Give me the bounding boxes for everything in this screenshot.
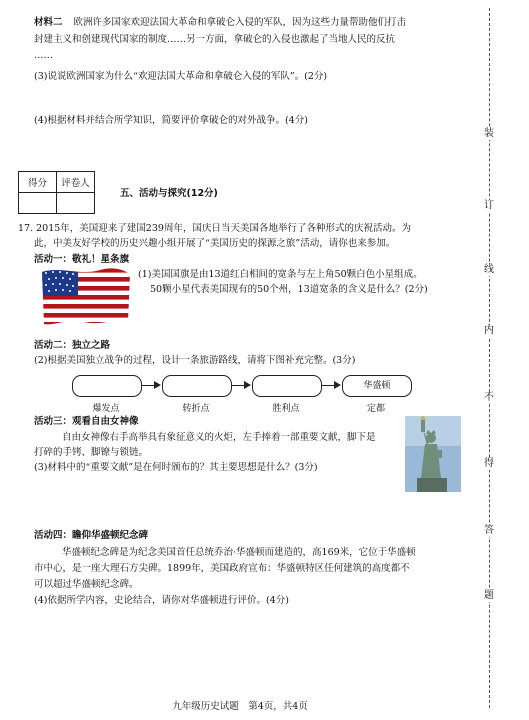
question-3-material: (3)说说欧洲国家为什么“欢迎法国大革命和拿破仑入侵的军队”。(2分): [34, 71, 328, 82]
route-label-3: 胜利点: [272, 404, 300, 414]
q17-line2: 此，中美友好学校的历史兴趣小组开展了“美国历史的探源之旅”活动，请你也来参加。: [34, 238, 396, 249]
score-label: 得分: [19, 172, 57, 193]
us-flag-image: [40, 266, 132, 328]
activity1-question-line2: 50颗小星代表美国现有的50个州，13道宽条的含义是什么？(2分): [150, 284, 428, 295]
material2-label: 材料二: [34, 17, 63, 28]
route-box-2[interactable]: [162, 375, 232, 397]
binding-char-1: 装: [480, 128, 498, 140]
activity1-title: 活动一：敬礼！星条旗: [34, 254, 130, 265]
binding-char-7: 答: [480, 525, 498, 537]
activity4-paragraph-1: 华盛顿纪念碑是为纪念美国首任总统乔治·华盛顿而建造的，高169米，它位于华盛顿: [62, 547, 416, 558]
activity4-paragraph-3: 可以超过华盛顿纪念碑。: [34, 579, 139, 590]
activity2-question: (2)根据美国独立战争的过程，设计一条旅游路线，请将下图补充完整。(3分): [34, 355, 356, 366]
question-4-material: (4)根据材料并结合所学知识，简要评价拿破仑的对外战争。(4分): [34, 115, 308, 126]
binding-char-4: 内: [480, 325, 498, 337]
route-arrow-3-icon: [334, 381, 341, 389]
binding-char-8: 题: [480, 590, 498, 602]
binding-char-3: 线: [480, 264, 498, 276]
material2-text-1: 欧洲许多国家欢迎法国大革命和拿破仑入侵的军队，因为这些力量帮助他们打击: [73, 17, 407, 28]
binding-char-6: 得: [480, 458, 498, 470]
activity4-title: 活动四：瞻仰华盛顿纪念碑: [34, 530, 149, 541]
binding-char-5: 不: [480, 392, 498, 404]
score-table: [18, 171, 95, 214]
activity3-title: 活动三：观看自由女神像: [34, 416, 139, 427]
grader-label: 评卷人: [57, 172, 95, 193]
route-arrow-1-line: [142, 385, 154, 386]
binding-line: [489, 8, 490, 708]
route-label-4: 定都: [366, 404, 385, 414]
activity3-paragraph-1: 自由女神像右手高举具有象征意义的火炬，左手捧着一部重要文献，脚下是: [62, 432, 376, 443]
route-arrow-2-icon: [244, 381, 251, 389]
route-arrow-2-line: [232, 385, 244, 386]
route-label-2: 转折点: [182, 404, 210, 414]
route-label-1: 爆发点: [92, 404, 120, 414]
binding-char-2: 订: [480, 200, 498, 212]
us-flag-icon: [40, 266, 132, 328]
route-box-1[interactable]: [72, 375, 142, 397]
score-cell[interactable]: [19, 193, 57, 214]
q17-line1: 17. 2015年，美国迎来了建国239周年，国庆日当天美国各地举行了各种形式的庆祝活动。为: [18, 223, 411, 234]
activity2-title: 活动二：独立之路: [34, 340, 111, 351]
activity3-question: (3)材料中的“重要文献”是在何时颁布的？其主要思想是什么？(3分): [34, 462, 318, 473]
activity3-paragraph-2: 打碎的手铐、脚镣与锁链。: [34, 447, 149, 458]
page-footer: 九年级历史试题 第4页，共4页: [172, 701, 308, 712]
statue-of-liberty-image: [405, 416, 461, 492]
material2-line2: 封建主义和创建现代国家的制度……另一方面，拿破仑的入侵也激起了当地人民的反抗: [34, 34, 396, 45]
grader-cell[interactable]: [57, 193, 95, 214]
statue-of-liberty-icon: [405, 416, 461, 492]
route-box-washington: 华盛顿: [342, 375, 412, 397]
section-title: 五、活动与探究(12分): [120, 188, 218, 199]
route-arrow-1-icon: [154, 381, 161, 389]
activity1-question-line1: (1)美国国旗是由13道红白相间的宽条与左上角50颗白色小星组成。: [138, 269, 423, 280]
activity4-paragraph-2: 市中心，是一座大理石方尖碑。1899年，美国政府宣布：华盛顿特区任何建筑的高度都不: [34, 563, 410, 574]
route-arrow-3-line: [322, 385, 334, 386]
route-box-3[interactable]: [252, 375, 322, 397]
activity4-question: (4)依据所学内容，史论结合，请你对华盛顿进行评价。(4分): [34, 595, 289, 606]
material2-line3: ……: [34, 50, 53, 61]
material2-line1: [34, 16, 406, 29]
